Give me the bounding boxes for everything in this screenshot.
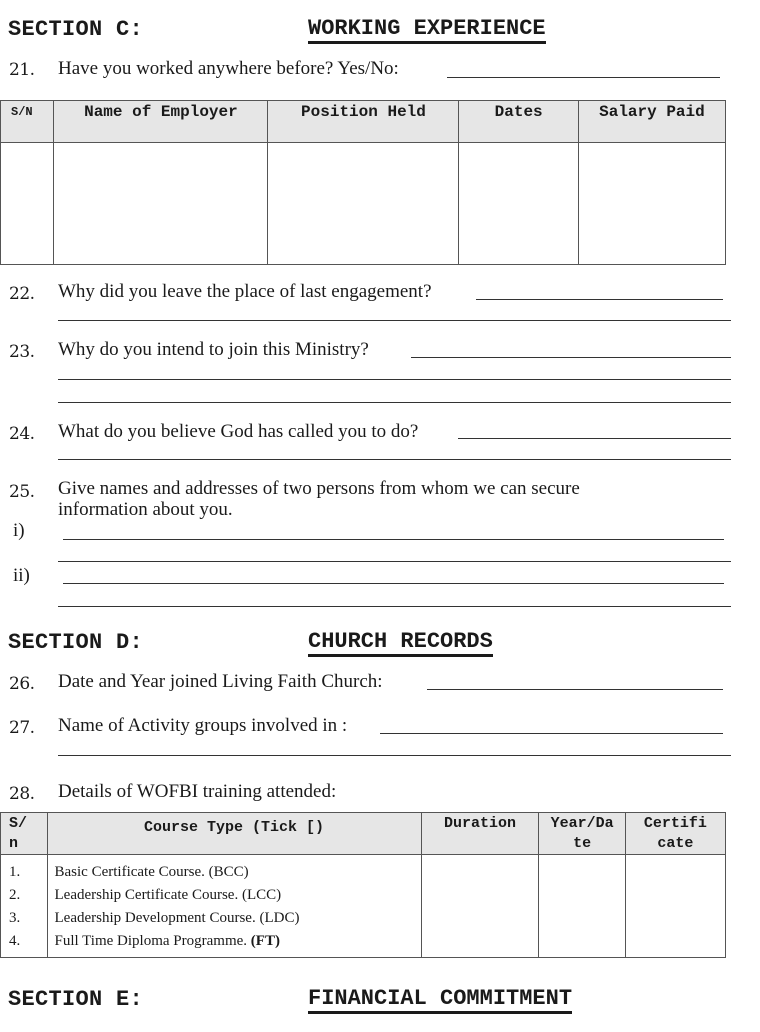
q26-text: Date and Year joined Living Faith Church: [58, 671, 383, 692]
q25-number: 25. [9, 482, 35, 502]
reference-2-label: ii) [13, 565, 30, 586]
cell-sn[interactable] [1, 143, 54, 265]
q28-number: 28. [9, 784, 35, 804]
course-name: Full Time Diploma Programme. [54, 933, 251, 949]
cell-position[interactable] [268, 143, 459, 265]
q22-answer-field[interactable] [476, 299, 723, 300]
header-course-type: Course Type (Tick [) [47, 813, 421, 855]
reference-2-line-2[interactable] [58, 606, 731, 607]
header-sn-line-2: n [9, 835, 19, 852]
course-bcc[interactable] [55, 861, 421, 884]
q22-answer-line-2[interactable] [58, 320, 731, 321]
cell-dates[interactable] [459, 143, 578, 265]
certificate-cell[interactable] [625, 855, 725, 958]
q24-number: 24. [9, 424, 35, 444]
header-employer: Name of Employer [54, 101, 268, 143]
q23-number: 23. [9, 342, 35, 362]
header-sn: S/N [1, 101, 54, 143]
course-ldc[interactable] [55, 907, 421, 930]
section-d-title: CHURCH RECORDS [308, 631, 493, 657]
q24-answer-line-2[interactable] [58, 459, 731, 460]
reference-1-field[interactable] [63, 539, 724, 540]
header-sn-line-1: S/ [9, 815, 28, 832]
header-year-date [539, 813, 625, 855]
section-d-label: SECTION D: [8, 630, 144, 655]
course-lcc[interactable] [55, 884, 421, 907]
header-certificate [625, 813, 725, 855]
q27-answer-field[interactable] [380, 733, 723, 734]
course-name: Leadership Development Course. (LDC) [54, 910, 300, 926]
q28-text: Details of WOFBI training attended: [58, 781, 337, 802]
row-number: 3. [9, 910, 21, 926]
row-number: 1. [9, 864, 21, 880]
header-cert-line-2: cate [657, 835, 694, 852]
course-column [47, 855, 421, 958]
q24-text: What do you believe God has called you to do? [58, 421, 419, 442]
q22-text: Why did you leave the place of last engagement? [58, 281, 432, 302]
header-salary: Salary Paid [578, 101, 725, 143]
q23-answer-field[interactable] [411, 357, 731, 358]
course-name: Basic Certificate Course. (BCC) [54, 864, 249, 880]
work-experience-table [0, 100, 726, 265]
header-duration: Duration [421, 813, 539, 855]
reference-1-label: i) [13, 520, 25, 541]
duration-cell[interactable] [421, 855, 539, 958]
header-year-line-1: Year/Da [550, 815, 614, 832]
header-year-line-2: te [573, 835, 592, 852]
header-position: Position Held [268, 101, 459, 143]
q21-number: 21. [9, 60, 35, 80]
q22-number: 22. [9, 284, 35, 304]
header-sn [1, 813, 48, 855]
reference-2-field[interactable] [63, 583, 724, 584]
sn-column [1, 855, 48, 958]
section-c-label: SECTION C: [8, 17, 144, 42]
row-number: 4. [9, 933, 21, 949]
q26-number: 26. [9, 674, 35, 694]
course-ft[interactable] [55, 930, 421, 953]
q21-text: Have you worked anywhere before? Yes/No: [58, 58, 399, 79]
training-table [0, 812, 726, 958]
q27-number: 27. [9, 718, 35, 738]
q25-text-line-2: information about you. [58, 499, 233, 520]
header-dates: Dates [459, 101, 578, 143]
q24-answer-field[interactable] [458, 438, 731, 439]
q21-answer-field[interactable] [447, 77, 720, 78]
row-number: 2. [9, 887, 21, 903]
cell-employer[interactable] [54, 143, 268, 265]
section-c-title: WORKING EXPERIENCE [308, 18, 546, 44]
q27-text: Name of Activity groups involved in : [58, 715, 348, 736]
q23-answer-line-3[interactable] [58, 402, 731, 403]
header-cert-line-1: Certifi [643, 815, 707, 832]
course-abbreviation: (FT) [250, 933, 280, 949]
section-e-label: SECTION E: [8, 987, 144, 1012]
reference-1-line-2[interactable] [58, 561, 731, 562]
course-name: Leadership Certificate Course. (LCC) [54, 887, 282, 903]
q26-answer-field[interactable] [427, 689, 723, 690]
q25-text-line-1: Give names and addresses of two persons from whom we can secure [58, 478, 580, 499]
year-date-cell[interactable] [539, 855, 625, 958]
cell-salary[interactable] [578, 143, 725, 265]
q23-text: Why do you intend to join this Ministry? [58, 339, 369, 360]
section-e-title: FINANCIAL COMMITMENT [308, 988, 572, 1014]
q27-answer-line-2[interactable] [58, 755, 731, 756]
q23-answer-line-2[interactable] [58, 379, 731, 380]
